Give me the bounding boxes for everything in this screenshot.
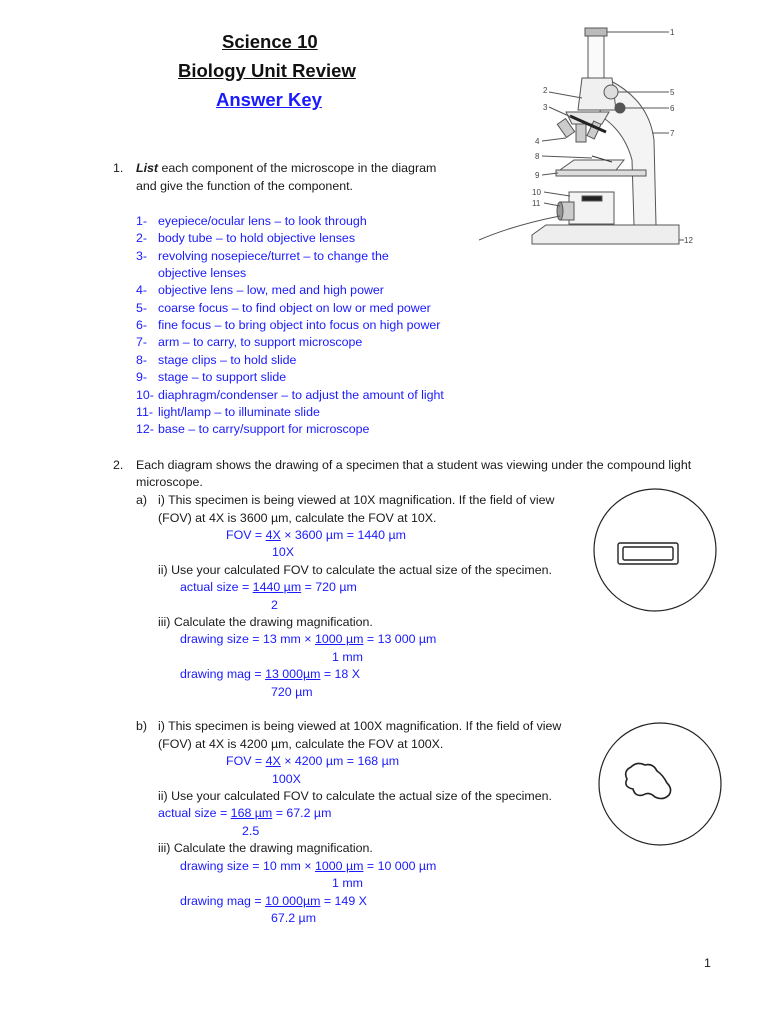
q1-answer-number: 8- bbox=[136, 353, 148, 367]
q2b-iii-prompt: iii) Calculate the drawing magnification. bbox=[158, 841, 373, 855]
q2b-dm-label: drawing mag = bbox=[180, 894, 266, 908]
q2a-iii-prompt: iii) Calculate the drawing magnification. bbox=[158, 615, 373, 629]
q2a-ii-prompt: ii) Use your calculated FOV to calculate the actual size of the specimen. bbox=[158, 563, 552, 577]
title-science-10: Science 10 bbox=[222, 31, 318, 52]
q1-answer-number: 2- bbox=[136, 231, 148, 245]
q2a-fov-result: × 3600 µm = 1440 µm bbox=[280, 528, 406, 542]
q1-emph: List bbox=[136, 161, 159, 175]
q1-number: 1. bbox=[113, 161, 124, 175]
q1-answer-text: objective lens – low, med and high power bbox=[158, 283, 384, 297]
q2b-fov-numerator: 4X bbox=[265, 754, 281, 768]
q2b-dm-denominator: 67.2 µm bbox=[271, 911, 317, 925]
microscope-label-10: 10 bbox=[532, 188, 541, 197]
microscope-label-2: 2 bbox=[543, 86, 548, 95]
q2b-actual-label: actual size = bbox=[158, 806, 231, 820]
q2a-fov-denominator: 10X bbox=[272, 545, 295, 559]
q1-answer-number: 7- bbox=[136, 335, 148, 349]
microscope-label-12: 12 bbox=[684, 236, 693, 245]
q1-answer-text: base – to carry/support for microscope bbox=[158, 422, 370, 436]
q2a-actual-label: actual size = bbox=[180, 580, 253, 594]
q2b-drawing-size-equation bbox=[180, 859, 436, 873]
q2-intro-line1: Each diagram shows the drawing of a specimen that a student was viewing under the compound light bbox=[136, 458, 692, 472]
q2b-drawing-mag-equation bbox=[180, 894, 367, 908]
q2-intro-line2: microscope. bbox=[136, 475, 203, 489]
microscope-label-3: 3 bbox=[543, 103, 548, 112]
q1-answer-text: objective lenses bbox=[158, 266, 247, 280]
q2b-dm-numerator: 10 000µm bbox=[265, 894, 321, 908]
q2b-field-of-view-diagram bbox=[597, 721, 723, 847]
q1-answer-text: stage clips – to hold slide bbox=[158, 353, 297, 367]
q2a-dm-label: drawing mag = bbox=[180, 667, 266, 681]
q2a-drawing-mag-equation bbox=[180, 667, 360, 681]
q2b-ii-prompt: ii) Use your calculated FOV to calculate the actual size of the specimen. bbox=[158, 789, 552, 803]
q1-answer-number: 11- bbox=[136, 405, 153, 419]
q1-answer-text: stage – to support slide bbox=[158, 370, 287, 384]
q1-answer-number: 5- bbox=[136, 301, 148, 315]
microscope-label-8: 8 bbox=[535, 152, 540, 161]
q2a-field-of-view-diagram bbox=[592, 487, 718, 613]
q2a-fov-numerator: 4X bbox=[265, 528, 281, 542]
q2b-i-line1: i) This specimen is being viewed at 100X magnification. If the field of view bbox=[158, 719, 562, 733]
q1-prompt-line1 bbox=[136, 161, 436, 175]
q2b-ds-label: drawing size = 10 mm × bbox=[180, 859, 315, 873]
q1-answer-number: 6- bbox=[136, 318, 148, 332]
q2b-fov-equation bbox=[226, 754, 399, 768]
q2a-dm-result: = 18 X bbox=[320, 667, 361, 681]
q2-number: 2. bbox=[113, 458, 124, 472]
q2a-dm-numerator: 13 000µm bbox=[265, 667, 321, 681]
q2b-actual-numerator: 168 µm bbox=[230, 806, 273, 820]
page-number: 1 bbox=[704, 956, 711, 970]
q1-answer-text: coarse focus – to find object on low or med power bbox=[158, 301, 431, 315]
q2b-actual-result: = 67.2 µm bbox=[272, 806, 332, 820]
microscope-label-11: 11 bbox=[532, 199, 541, 208]
q2a-actual-size-equation bbox=[180, 580, 357, 594]
title-answer-key: Answer Key bbox=[216, 89, 322, 110]
q2a-fov-equation bbox=[226, 528, 406, 542]
q2b-fov-result: × 4200 µm = 168 µm bbox=[280, 754, 400, 768]
q1-answer-text: light/lamp – to illuminate slide bbox=[158, 405, 320, 419]
q1-answer-text: fine focus – to bring object into focus on high power bbox=[158, 318, 441, 332]
q2b-fov-label: FOV = bbox=[226, 754, 266, 768]
q2b-letter: b) bbox=[136, 719, 148, 733]
q2b-fov-denominator: 100X bbox=[272, 772, 301, 786]
q2a-letter: a) bbox=[136, 493, 148, 507]
q2a-ds-label: drawing size = 13 mm × bbox=[180, 632, 315, 646]
q2b-ds-result: = 10 000 µm bbox=[363, 859, 437, 873]
microscope-diagram bbox=[474, 20, 704, 260]
q1-answer-text: body tube – to hold objective lenses bbox=[158, 231, 356, 245]
q2b-ds-numerator: 1000 µm bbox=[314, 859, 364, 873]
microscope-label-1: 1 bbox=[670, 28, 675, 37]
q2a-dm-denominator: 720 µm bbox=[271, 685, 313, 699]
q1-answer-number: 4- bbox=[136, 283, 148, 297]
title-biology-unit-review: Biology Unit Review bbox=[178, 60, 356, 81]
microscope-label-7: 7 bbox=[670, 129, 675, 138]
q2a-ds-numerator: 1000 µm bbox=[314, 632, 364, 646]
q1-answer-number: 10- bbox=[136, 388, 154, 402]
q2a-ds-result: = 13 000 µm bbox=[363, 632, 437, 646]
q2a-fov-label: FOV = bbox=[226, 528, 266, 542]
q1-prompt-line2: and give the function of the component. bbox=[136, 179, 353, 193]
q2a-drawing-size-equation bbox=[180, 632, 436, 646]
q1-answer-number: 1- bbox=[136, 214, 148, 228]
q1-answer-text: revolving nosepiece/turret – to change the bbox=[158, 249, 389, 263]
q2b-actual-size-equation bbox=[158, 806, 331, 820]
microscope-label-5: 5 bbox=[670, 88, 675, 97]
q2a-actual-numerator: 1440 µm bbox=[252, 580, 302, 594]
q2b-ds-denominator: 1 mm bbox=[332, 876, 363, 890]
q1-answer-text: diaphragm/condenser – to adjust the amount of light bbox=[158, 388, 444, 402]
q2b-i-line2: (FOV) at 4X is 4200 µm, calculate the FOV at 100X. bbox=[158, 737, 444, 751]
q2a-ds-denominator: 1 mm bbox=[332, 650, 363, 664]
q1-answer-number: 12- bbox=[136, 422, 154, 436]
q1-answer-number: 9- bbox=[136, 370, 148, 384]
microscope-label-9: 9 bbox=[535, 171, 540, 180]
q2b-actual-denominator: 2.5 bbox=[242, 824, 260, 838]
q1-prompt-text: each component of the microscope in the diagram bbox=[158, 161, 437, 175]
q2a-i-line2: (FOV) at 4X is 3600 µm, calculate the FOV at 10X. bbox=[158, 511, 437, 525]
q2b-dm-result: = 149 X bbox=[320, 894, 367, 908]
microscope-label-4: 4 bbox=[535, 137, 540, 146]
q2a-actual-denominator: 2 bbox=[271, 598, 278, 612]
q2a-actual-result: = 720 µm bbox=[301, 580, 357, 594]
q1-answer-text: arm – to carry, to support microscope bbox=[158, 335, 363, 349]
q2a-i-line1: i) This specimen is being viewed at 10X magnification. If the field of view bbox=[158, 493, 555, 507]
q1-answer-number: 3- bbox=[136, 249, 148, 263]
q1-answer-text: eyepiece/ocular lens – to look through bbox=[158, 214, 367, 228]
microscope-label-6: 6 bbox=[670, 104, 675, 113]
